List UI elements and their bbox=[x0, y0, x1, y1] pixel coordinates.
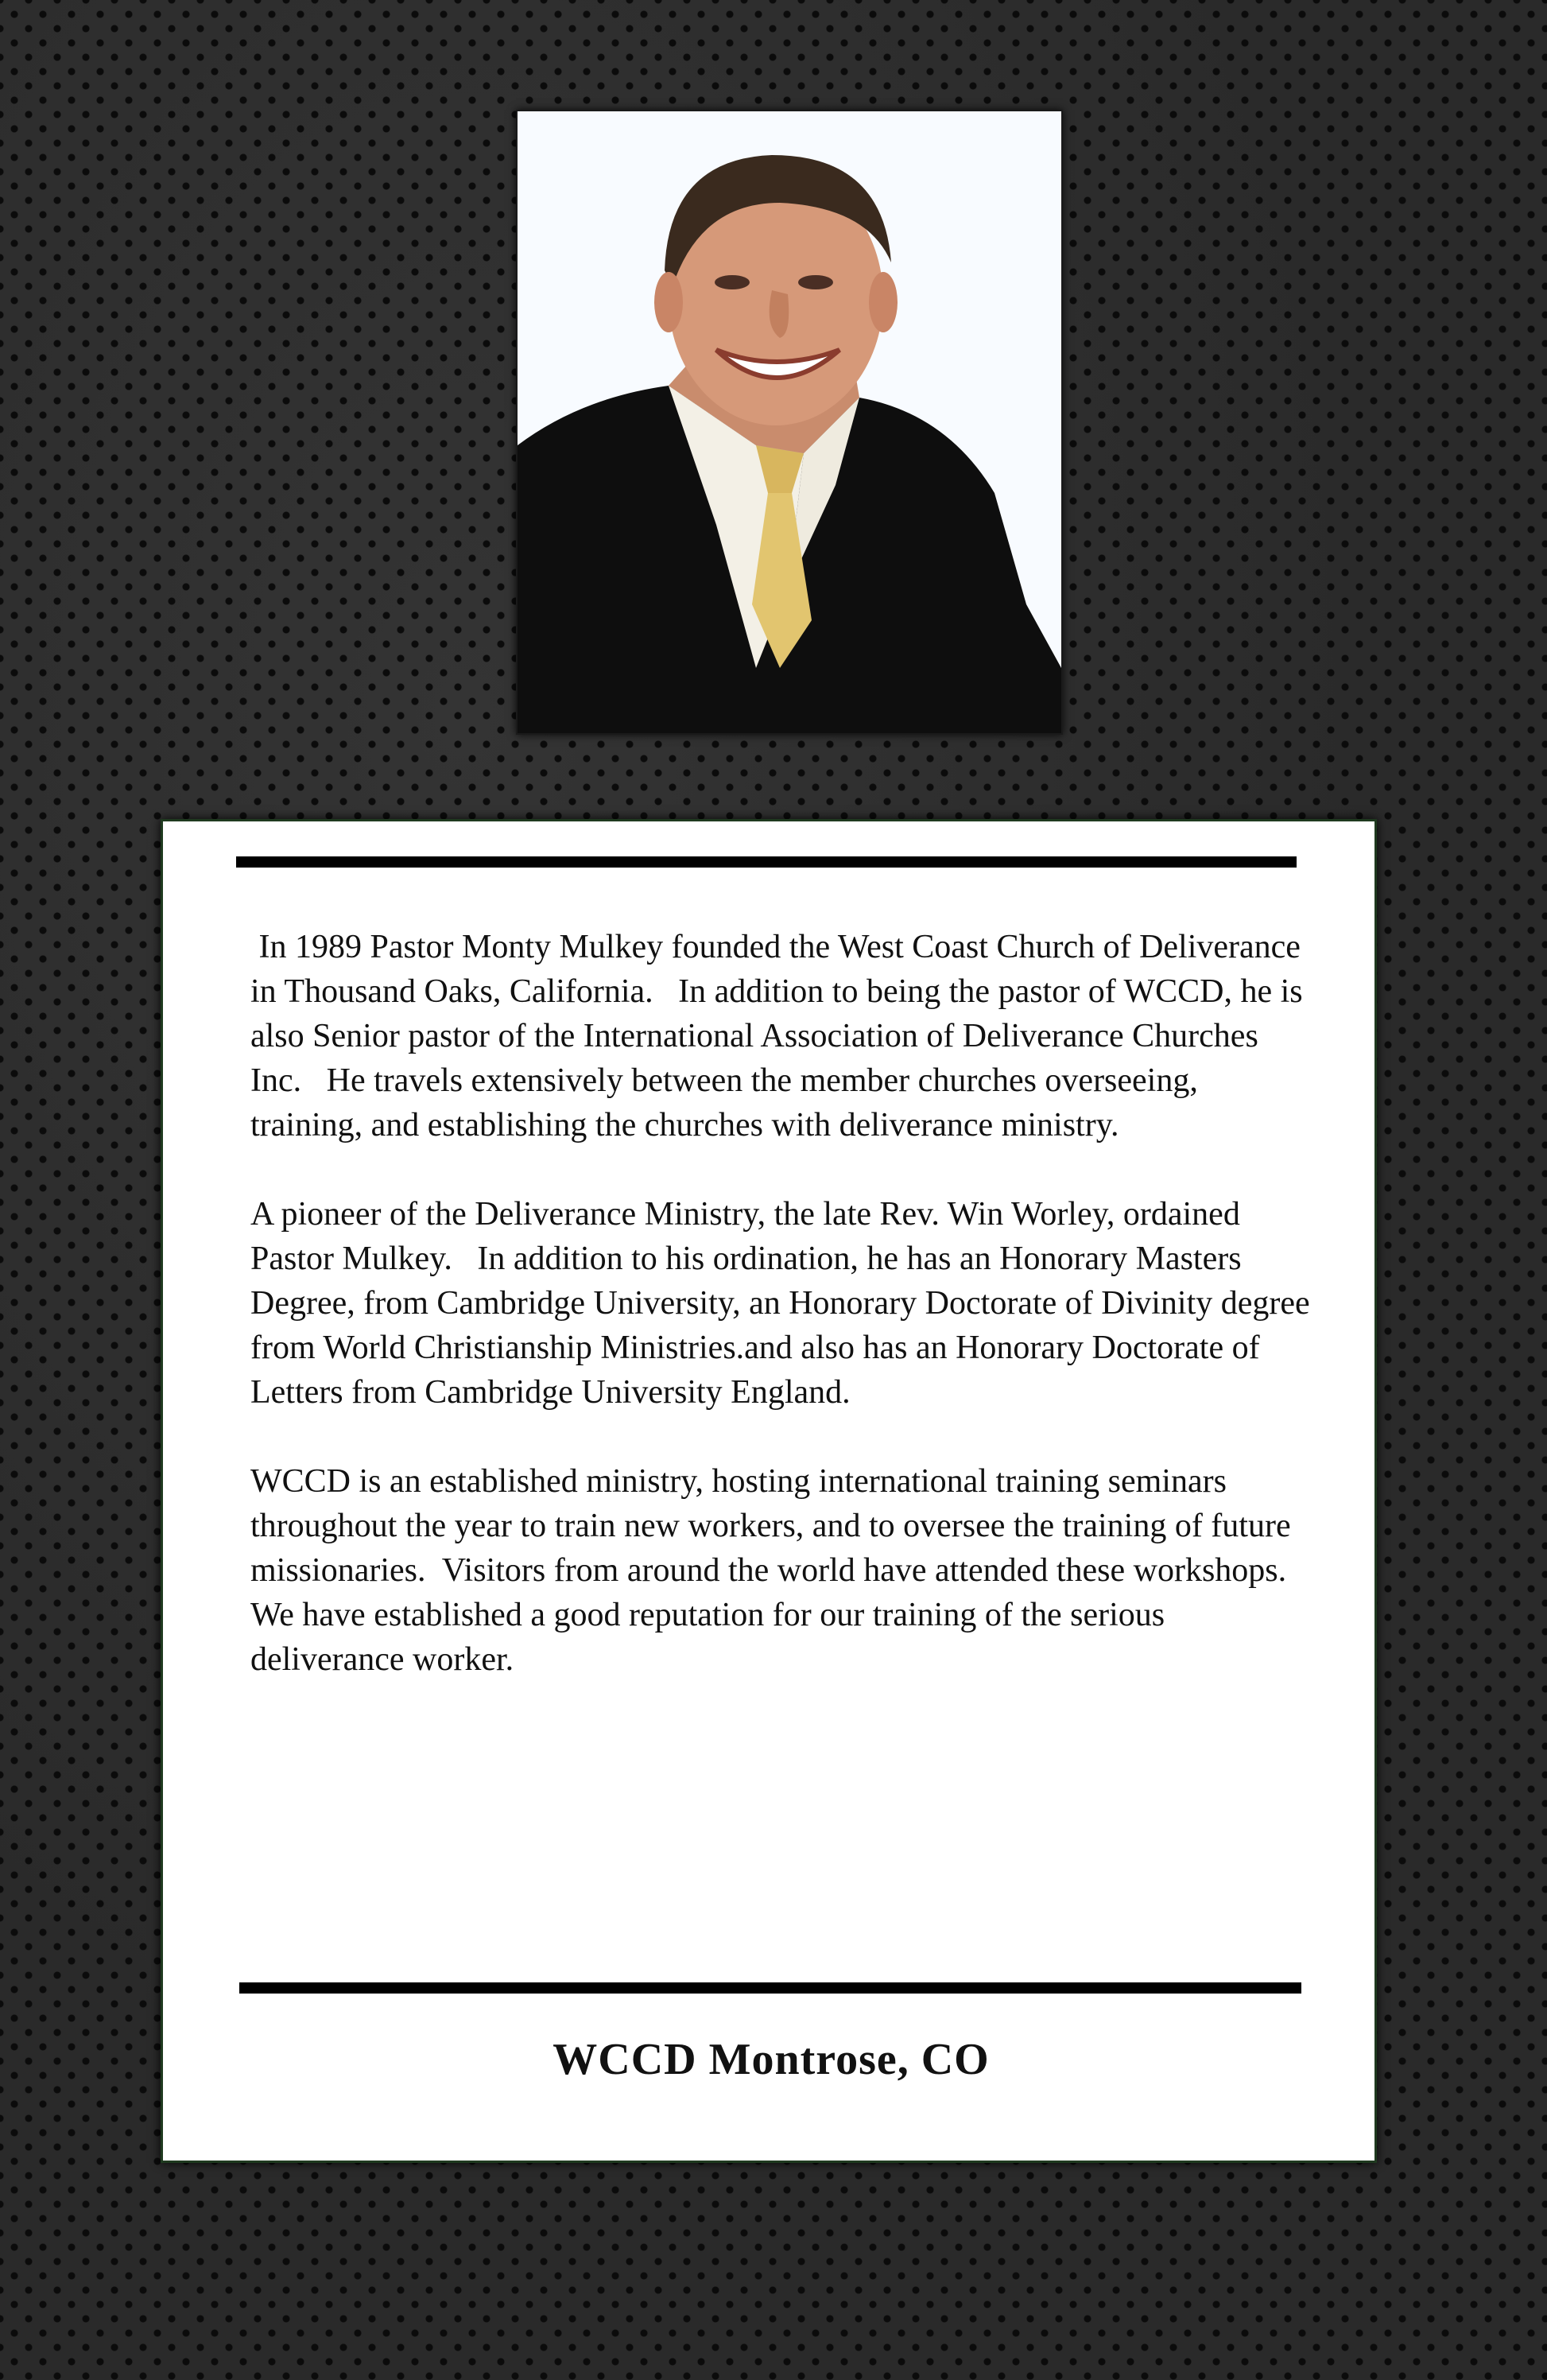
bio-paragraph-ordination: A pioneer of the Deliverance Ministry, the late Rev. Win Worley, ordained Pastor Mulkey. In addition to his ordination, he has an Honorary Masters Degree, from Cambridge University, an Honorary Doctorate of Divinity degree from World Christianship Ministries.and also has an Honorary Doctorate of Letters from Cambridge University England. bbox=[250, 1196, 1319, 1411]
bio-card bbox=[161, 819, 1377, 2163]
portrait-photo bbox=[516, 110, 1063, 735]
bio-paragraph-founding: In 1989 Pastor Monty Mulkey founded the West Coast Church of Deliverance in Thousand Oaks, California. In addition to being the pastor of WCCD, he is also Senior pastor of the International Association of Deliverance Churches Inc. He travels extensively between the member churches overseeing, training, and establishing the churches with deliverance ministry. bbox=[250, 929, 1312, 1143]
bio-paragraph-ministry: WCCD is an established ministry, hosting international training seminars throughout the year to train new workers, and to oversee the training of future missionaries. Visitors from around the world have attended these workshops. We have established a good reputation for our training of the serious deliverance worker. bbox=[250, 1463, 1303, 1678]
top-divider bbox=[236, 856, 1297, 868]
portrait-illustration bbox=[518, 111, 1061, 733]
footer-location: WCCD Montrose, CO bbox=[552, 2035, 990, 2084]
bio-text bbox=[250, 925, 1319, 1682]
bottom-divider bbox=[239, 1982, 1301, 1994]
